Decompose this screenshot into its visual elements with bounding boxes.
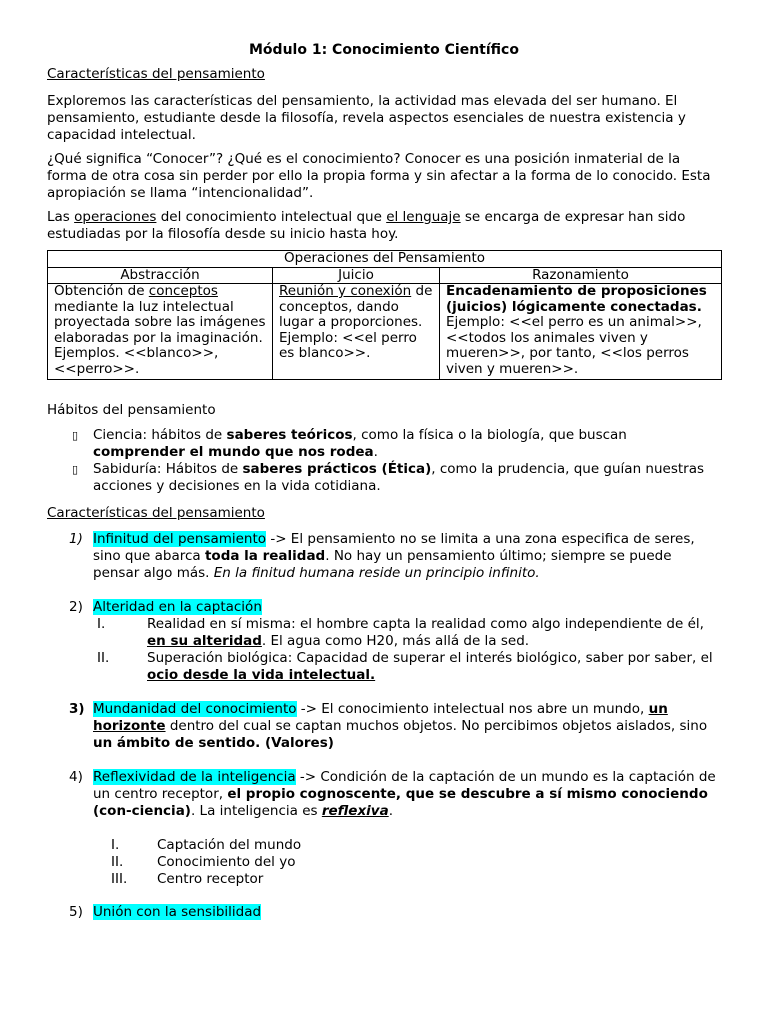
list-item-mundanidad [47,701,721,752]
sub-item-conocimiento-yo [47,854,721,871]
text-span: Obtención de [54,283,149,299]
item-number: 5) [69,904,83,920]
table-cell-razonamiento [440,284,722,380]
document-page [47,42,721,921]
sub-item-captacion [47,837,721,854]
highlight-span: Unión con la sensibilidad [93,904,262,920]
intro-paragraph-3 [47,209,721,243]
text-span: Superación biológica: Capacidad de superar el interés biológico, saber por saber, el [147,650,713,666]
encadenamiento-bold: Encadenamiento de proposiciones (juicios) lógicamente conectadas. [446,283,707,315]
bullet-icon: ▯ [72,463,79,476]
table-cell-juicio [273,284,440,380]
bold-span: un ámbito de sentido. (Valores) [93,735,334,751]
highlight-span: Mundanidad del conocimiento [93,701,297,717]
highlight-span: Infinitud del pensamiento [93,531,267,547]
operations-table [47,250,722,380]
text-span: Ejemplo: <<el perro es un animal>>, <<todos los animales viven y mueren>>, por tanto, <<los perros viven y mueren>>. [446,314,702,377]
table-header-juicio: Juicio [273,267,440,284]
text-span: . [373,444,378,460]
table-cell-abstraccion [48,284,273,380]
text-span: -> El conocimiento intelectual nos abre un mundo, [296,701,649,717]
list-item-sabiduria [47,461,721,495]
intro-paragraph-2: ¿Qué significa “Conocer”? ¿Qué es el conocimiento? Conocer es una posición inmaterial de la forma de otra cosa sin perder por ello la propia forma y sin afectar a la forma de lo conocido. Esta apropiación se llama “intencionalidad”. [47,151,711,201]
section-heading-1: Características del pensamiento [47,66,265,82]
text-span: del conocimiento intelectual que [156,209,387,225]
list-item-alteridad [47,599,721,616]
bold-underlined-italic-span: reflexiva [321,803,389,819]
italic-span: En la finitud humana reside un principio infinito. [213,565,540,581]
table-caption-row [48,251,722,268]
bold-underlined-span: ocio desde la vida intelectual. [147,667,376,683]
roman-numeral: II. [97,650,110,666]
text-span: dentro del cual se captan muchos objetos. No percibimos objetos aislados, sino [165,718,708,734]
text-span: . El agua como H20, más allá de la sed. [261,633,530,649]
table-caption: Operaciones del Pensamiento [48,251,722,268]
sub-item-superacion [47,650,721,684]
text-span: -> El pensamiento no se limita a una zona especifica de seres, sino que abarca [93,531,695,564]
lenguaje-underlined: el lenguaje [386,209,461,225]
text-span: , como la prudencia, que guían nuestras acciones y decisiones en la vida cotidiana. [93,461,705,494]
bold-underlined-span: en su alteridad [147,633,262,649]
item-number: 1) [69,531,83,547]
text-span: de conceptos, dando lugar a proporciones. Ejemplo: <<el perro es blanco>>. [279,283,433,361]
text-span: se encarga de expresar han sido estudiadas por la filosofía desde su inicio hasta hoy. [47,209,686,242]
bold-span: saberes teóricos [226,427,353,443]
text-span: . No hay un pensamiento último; siempre se puede pensar algo más. [93,548,672,581]
text-span: Captación del mundo [157,837,302,853]
reunion-underlined: Reunión y conexión [279,283,412,299]
text-span: Realidad en sí misma: el hombre capta la realidad como algo independiente de él, [147,616,704,632]
list-item-union [47,904,721,921]
sub-item-centro-receptor [47,871,721,888]
bold-span: saberes prácticos (Ética) [242,461,432,477]
text-span: , como la física o la biología, que buscan [352,427,627,443]
highlight-span: Alteridad en la captación [93,599,262,615]
text-span: Centro receptor [157,871,264,887]
text-span: Las [47,209,75,225]
section-heading-2: Características del pensamiento [47,505,265,521]
table-header-razonamiento: Razonamiento [440,267,722,284]
roman-numeral: II. [111,854,124,870]
item-number: 2) [69,599,83,615]
text-span: . [388,803,393,819]
table-header-row [48,267,722,284]
sub-item-realidad [47,616,721,650]
highlight-span: Reflexividad de la inteligencia [93,769,296,785]
roman-numeral: I. [97,616,106,632]
table-row [48,284,722,380]
list-item-infinitud [47,531,721,582]
bold-span: el propio cognoscente, que se descubre a sí mismo conociendo (con-ciencia) [93,786,708,819]
item-number: 3) [69,701,85,717]
list-item-reflexividad [47,769,721,820]
item-number: 4) [69,769,83,785]
text-span: . La inteligencia es [190,803,322,819]
intro-paragraph-1: Exploremos las características del pensamiento, la actividad mas elevada del ser humano. El pensamiento, estudiante desde la filosofía, revela aspectos esenciales de nuestra existencia y capacidad intelectual. [47,93,686,143]
bold-underlined-span: un horizonte [93,701,668,734]
roman-numeral: I. [111,837,120,853]
roman-numeral: III. [111,871,128,887]
bold-span: toda la realidad [204,548,326,564]
page-title: Módulo 1: Conocimiento Científico [249,42,519,58]
bullet-icon: ▯ [72,429,79,442]
text-span: Ciencia: hábitos de [93,427,227,443]
text-span: mediante la luz intelectual proyectada sobre las imágenes elaboradas por la imaginación. Ejemplos. <<blanco>>, <<perro>>. [54,298,266,377]
bold-span: comprender el mundo que nos rodea [93,444,374,460]
operaciones-underlined: operaciones [74,209,157,225]
text-span: Conocimiento del yo [157,854,296,870]
text-span: Sabiduría: Hábitos de [93,461,243,477]
table-header-abstraccion: Abstracción [48,267,273,284]
list-item-ciencia [47,427,721,461]
habits-heading: Hábitos del pensamiento [47,402,216,418]
conceptos-underlined: conceptos [148,283,218,299]
text-span: -> Condición de la captación de un mundo es la captación de un centro receptor, [93,769,716,802]
